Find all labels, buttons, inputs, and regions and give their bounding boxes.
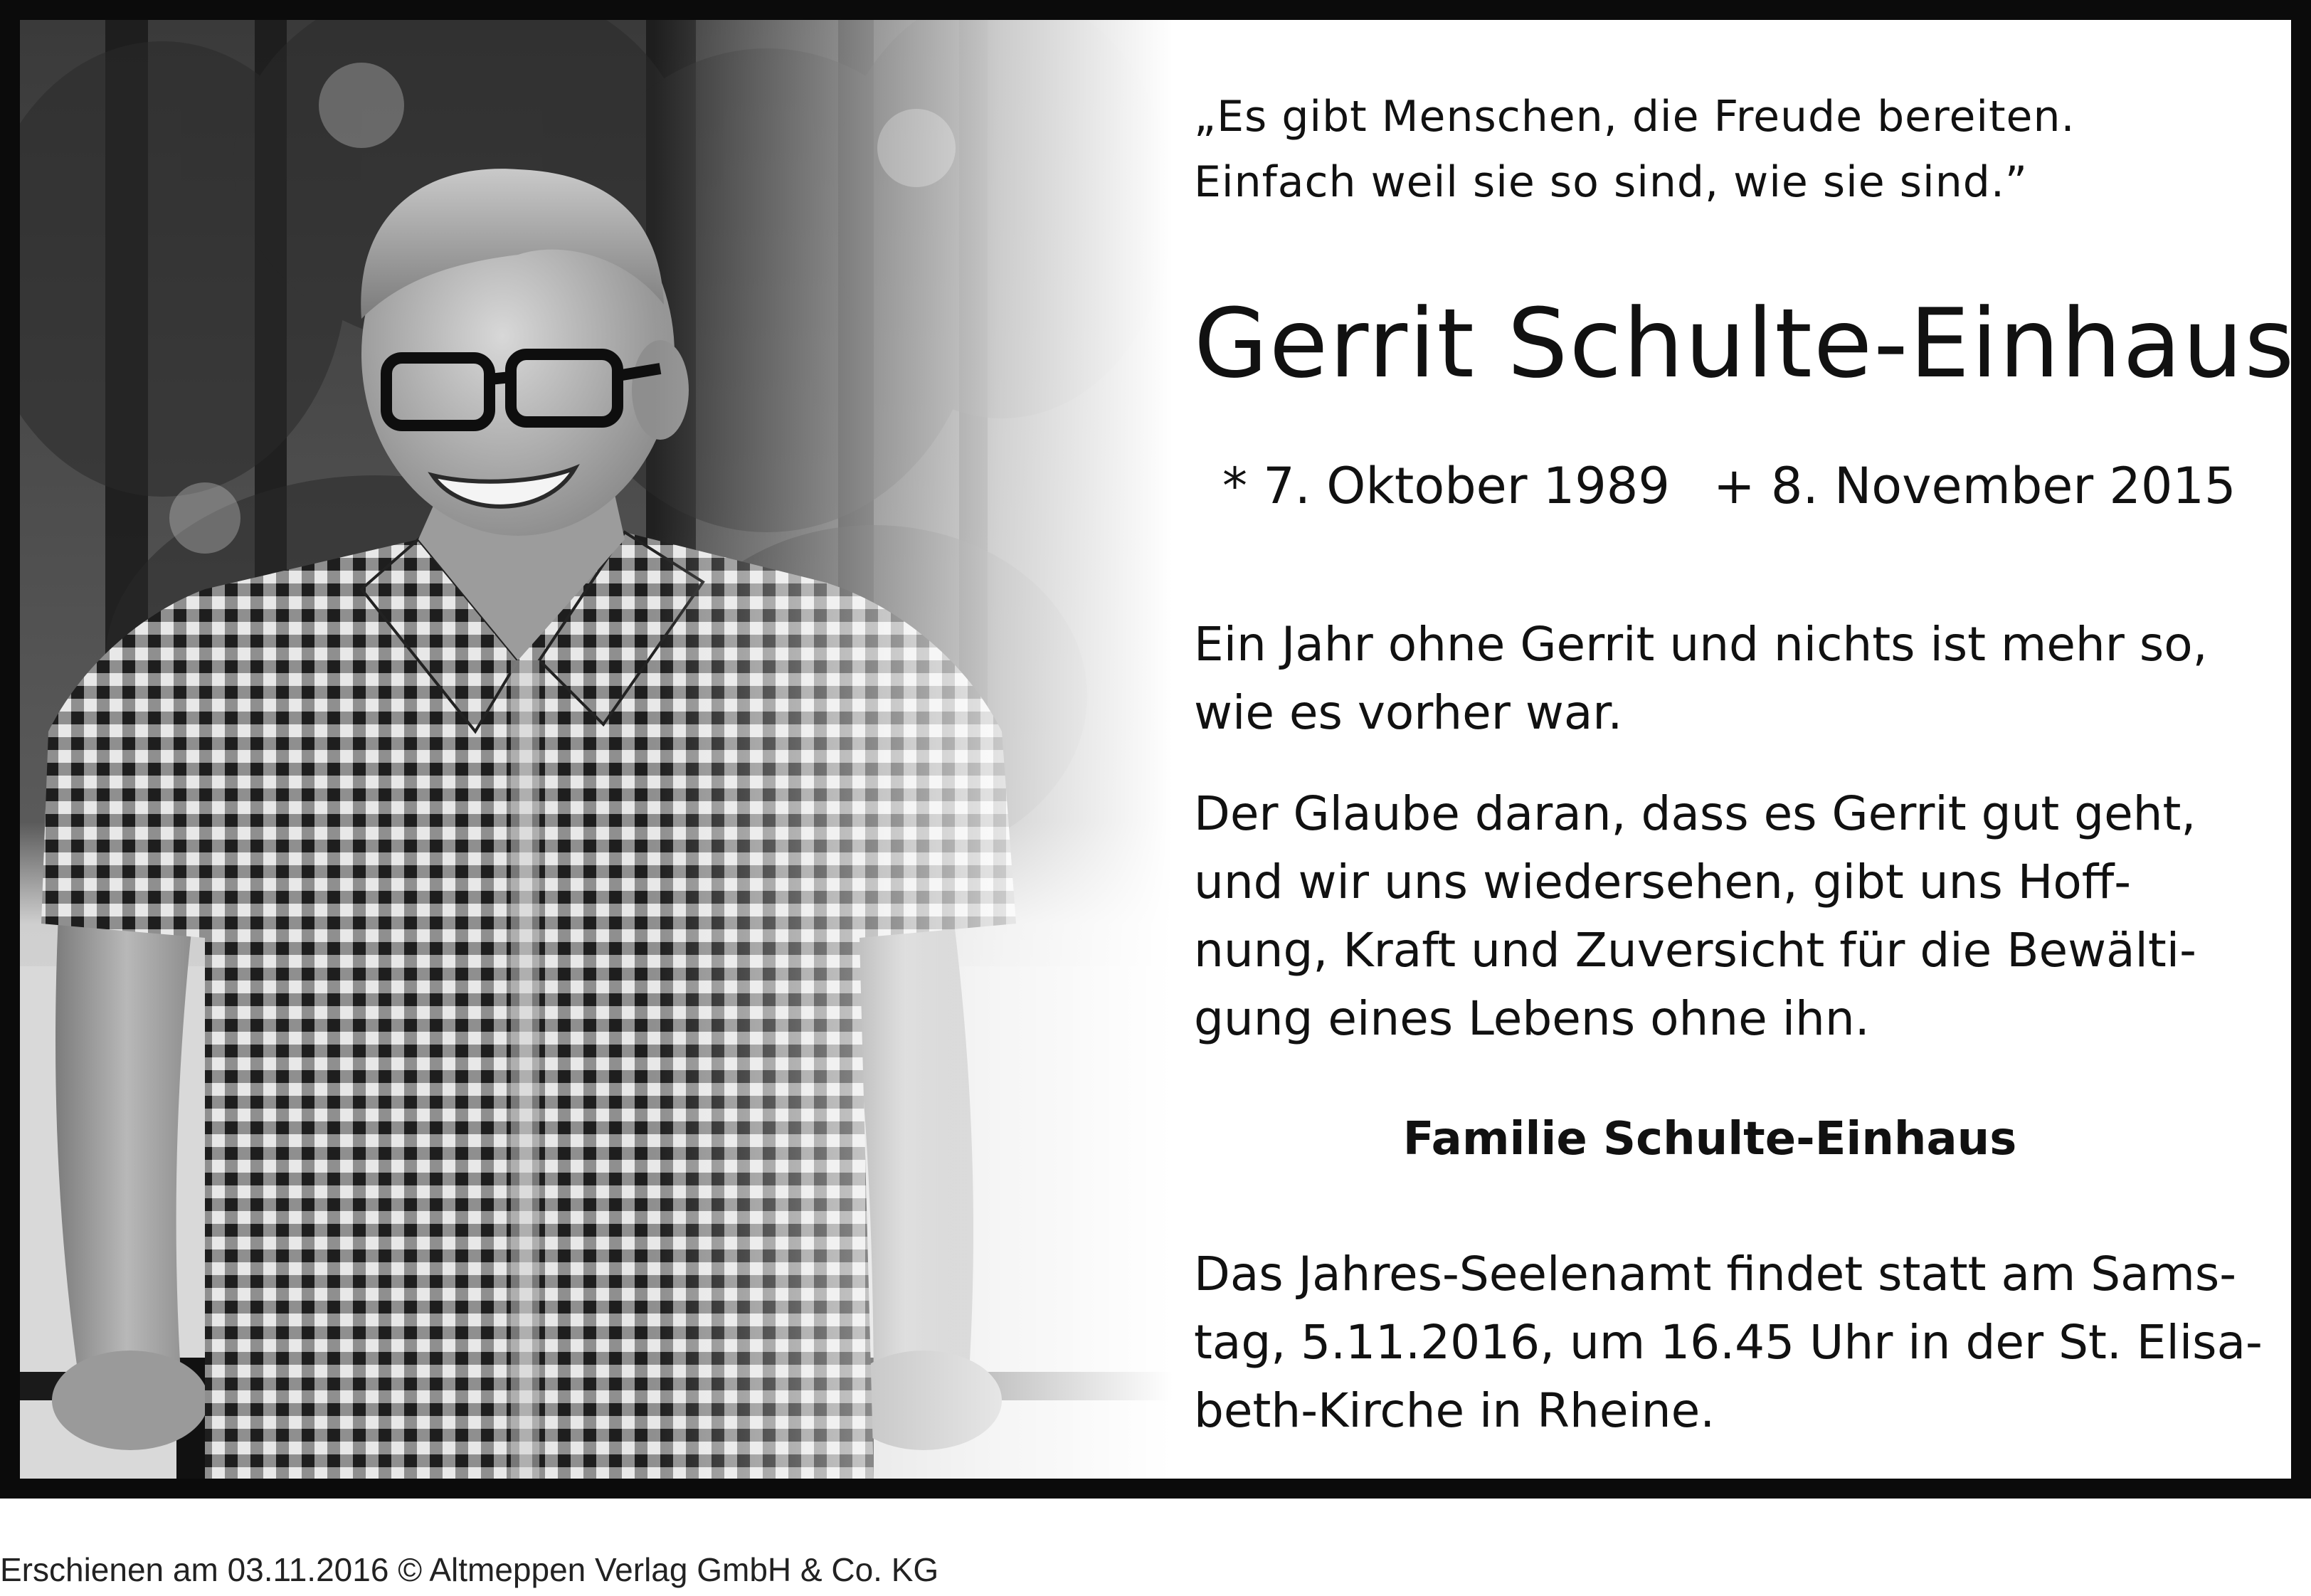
- memorial-paragraph: [1194, 780, 2226, 1053]
- portrait-illustration: [20, 20, 1173, 1479]
- life-dates: [1222, 450, 2236, 522]
- service-line: Das Jahres-Seelenamt findet statt am Sams-: [1194, 1247, 2237, 1301]
- paragraph-line: nung, Kraft und Zuversicht für die Bewälti-: [1194, 923, 2196, 978]
- memorial-quote: [1194, 84, 2226, 215]
- paragraph-line: gung eines Lebens ohne ihn.: [1194, 991, 1870, 1046]
- quote-line: Einfach weil sie so sind, wie sie sind.”: [1194, 157, 2028, 207]
- memorial-service-info: [1194, 1240, 2263, 1445]
- birth-date: * 7. Oktober 1989: [1222, 457, 1670, 515]
- paragraph-line: und wir uns wiedersehen, gibt uns Hoff-: [1194, 855, 2132, 909]
- family-signature: Familie Schulte-Einhaus: [1402, 1113, 2017, 1166]
- paragraph-line: Der Glaube daran, dass es Gerrit gut geht,: [1194, 786, 2196, 841]
- death-date: + 8. November 2015: [1713, 457, 2236, 515]
- paragraph-line: Ein Jahr ohne Gerrit und nichts ist mehr so,: [1194, 617, 2208, 672]
- portrait-photo: [20, 20, 1173, 1479]
- service-line: beth-Kirche in Rheine.: [1194, 1383, 1715, 1438]
- service-line: tag, 5.11.2016, um 16.45 Uhr in der St. Elisa-: [1194, 1315, 2263, 1370]
- quote-line: „Es gibt Menschen, die Freude bereiten.: [1194, 92, 2075, 142]
- deceased-name: Gerrit Schulte-Einhaus: [1194, 288, 2296, 399]
- paragraph-line: wie es vorher war.: [1194, 685, 1623, 740]
- publication-footer: Erschienen am 03.11.2016 © Altmeppen Verlag GmbH & Co. KG: [0, 1551, 939, 1588]
- text-column: [1194, 20, 2296, 1479]
- memorial-paragraph: [1194, 611, 2226, 747]
